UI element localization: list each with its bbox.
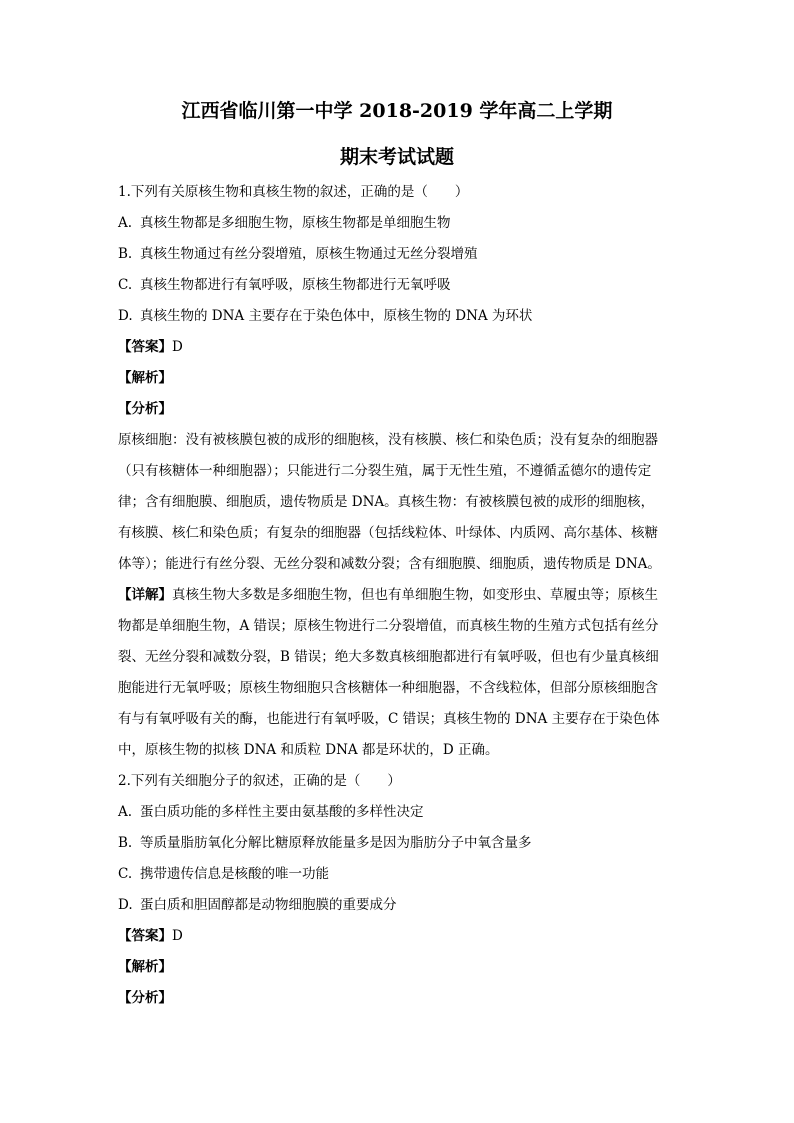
option-text: 蛋白质功能的多样性主要由氨基酸的多样性决定 [140, 804, 424, 820]
fenxi-label: 【分析】 [118, 401, 172, 417]
option-b [118, 239, 676, 270]
document-page [118, 100, 676, 1014]
answer-line [118, 332, 676, 363]
option-b [118, 828, 676, 859]
analysis-label: 【解析】 [118, 370, 172, 386]
option-text: 真核生物通过有丝分裂增殖，原核生物通过无丝分裂增殖 [140, 246, 478, 262]
option-letter: B. [118, 835, 133, 851]
option-letter: D. [118, 308, 133, 324]
document-title-line1: 江西省临川第一中学 2018-2019 学年高二上学期 [181, 100, 613, 122]
detail-paragraph [118, 580, 676, 766]
option-c [118, 859, 676, 890]
option-text: 蛋白质和胆固醇都是动物细胞膜的重要成分 [140, 897, 397, 913]
option-letter: D. [118, 897, 133, 913]
option-text: 真核生物都是多细胞生物，原核生物都是单细胞生物 [140, 215, 451, 231]
option-text: 等质量脂肪氧化分解比糖原释放能量多是因为脂肪分子中氧含量多 [140, 835, 532, 851]
answer-label: 【答案】 [118, 339, 172, 355]
analysis-label: 【解析】 [118, 959, 172, 975]
question-stem: 1.下列有关原核生物和真核生物的叙述，正确的是（ ） [118, 184, 469, 200]
answer-label: 【答案】 [118, 928, 172, 944]
option-text: 真核生物都进行有氧呼吸，原核生物都进行无氧呼吸 [140, 277, 451, 293]
option-c [118, 270, 676, 301]
detail-text: 真核生物大多数是多细胞生物，但也有单细胞生物，如变形虫、草履虫等；原核生 物都是单细胞生物，A 错误；原核生物进行二分裂增值，而真核生物的生殖方式包括有丝分 裂、无丝分裂和减数分裂，B 错误；绝大多数真核细胞都进行有氧呼吸，但也有少量真核细 胞能进行无氧呼吸；原核生物细胞只含核糖体一种细胞器，不含线粒体，但部分原核细胞含 有与有氧呼吸有关的酶，也能进行有氧呼吸，C 错误；真核生物的 DNA 主要存在于染色体 中，原核生物的拟核 DNA 和质粒 DNA 都是环状的，D 正确。 [118, 587, 660, 758]
question-2 [118, 766, 676, 1014]
option-letter: A. [118, 215, 133, 231]
question-stem: 2.下列有关细胞分子的叙述，正确的是（ ） [118, 773, 401, 789]
detail-label: 【详解】 [118, 587, 172, 603]
fenxi-text: 原核细胞：没有被核膜包被的成形的细胞核，没有核膜、核仁和染色质；没有复杂的细胞器 （只有核糖体一种细胞器）；只能进行二分裂生殖，属于无性生殖，不遵循孟德尔的遗传定 律；含有细胞膜、细胞质，遗传物质是 DNA。真核生物：有被核膜包被的成形的细胞核， 有核膜、核仁和染色质；有复杂的细胞器（包括线粒体、叶绿体、内质网、高尔基体、核糖 体等）；能进行有丝分裂、无丝分裂和减数分裂；含有细胞膜、细胞质，遗传物质是 DNA。 [118, 432, 661, 572]
option-a [118, 208, 676, 239]
option-text: 携带遗传信息是核酸的唯一功能 [140, 866, 329, 882]
document-title-line2: 期末考试试题 [339, 146, 454, 168]
answer-value: D [172, 339, 183, 355]
option-letter: C. [118, 866, 133, 882]
option-letter: A. [118, 804, 133, 820]
option-letter: B. [118, 246, 133, 262]
question-1 [118, 177, 676, 766]
option-letter: C. [118, 277, 133, 293]
option-d [118, 301, 676, 332]
answer-value: D [172, 928, 183, 944]
fenxi-label: 【分析】 [118, 990, 172, 1006]
answer-line [118, 921, 676, 952]
option-a [118, 797, 676, 828]
option-d [118, 890, 676, 921]
option-text: 真核生物的 DNA 主要存在于染色体中，原核生物的 DNA 为环状 [140, 308, 533, 324]
